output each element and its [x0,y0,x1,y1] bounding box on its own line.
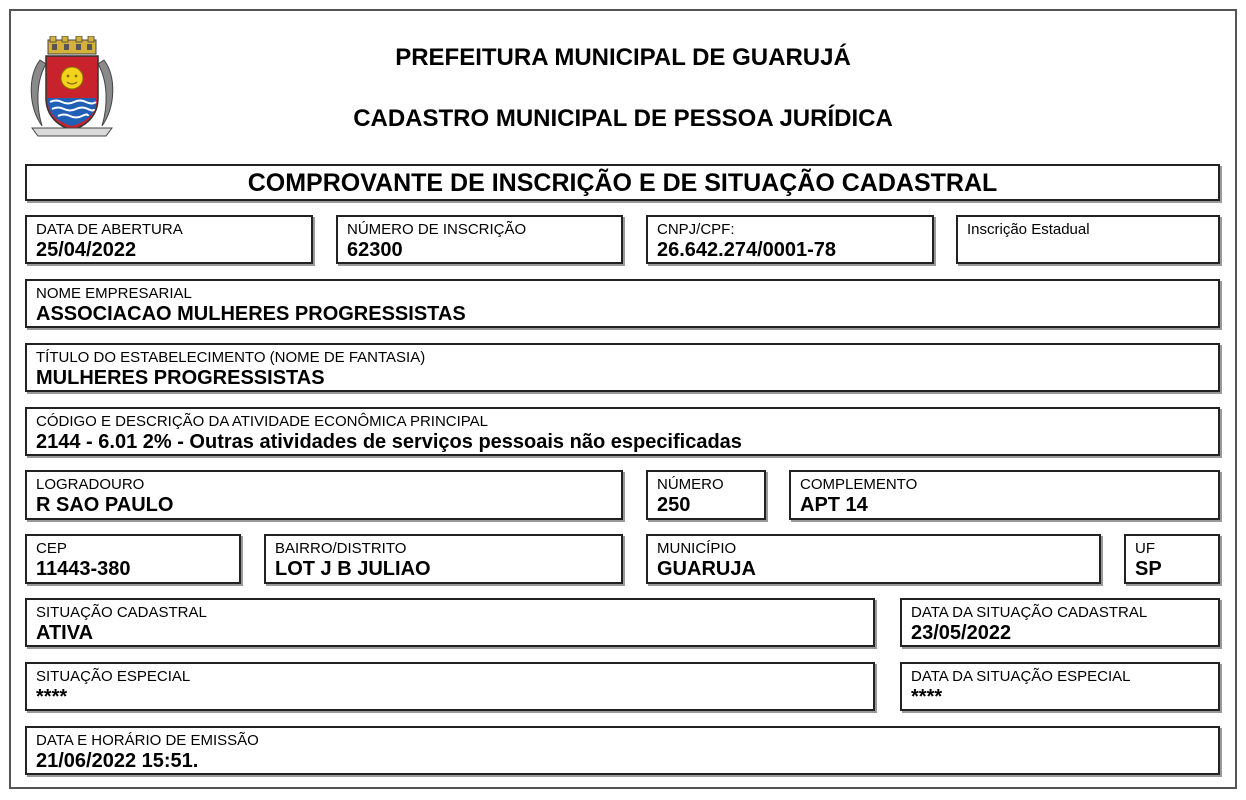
field-value: LOT J B JULIAO [275,558,431,580]
field-label: CEP [36,540,67,557]
field-situacao-cadastral [25,598,875,647]
page-subtitle: CADASTRO MUNICIPAL DE PESSOA JURÍDICA [353,105,893,132]
field-label: TÍTULO DO ESTABELECIMENTO (NOME DE FANTASIA) [36,349,426,366]
document-title: COMPROVANTE DE INSCRIÇÃO E DE SITUAÇÃO CADASTRAL [25,164,1220,201]
field-value: 25/04/2022 [36,239,137,261]
field-label: CÓDIGO E DESCRIÇÃO DA ATIVIDADE ECONÔMICA PRINCIPAL [36,413,489,430]
field-value: R SAO PAULO [36,494,174,516]
field-value: 2144 - 6.01 2% - Outras atividades de serviços pessoais não especificadas [36,431,742,453]
field-label: NÚMERO DE INSCRIÇÃO [347,221,527,238]
field-label: Inscrição Estadual [967,221,1090,238]
field-label: COMPLEMENTO [800,476,918,493]
field-value: ASSOCIACAO MULHERES PROGRESSISTAS [36,303,466,325]
field-label: MUNICÍPIO [657,540,737,557]
field-value: **** [911,686,943,708]
field-nome-empresarial [25,279,1220,328]
field-numero-inscricao [336,215,623,264]
field-value: 62300 [347,239,403,261]
field-uf [1124,534,1220,584]
field-value: 26.642.274/0001-78 [657,239,837,261]
field-complemento [789,470,1220,520]
field-label: UF [1135,540,1155,557]
field-bairro [264,534,623,584]
field-value: 23/05/2022 [911,622,1012,644]
field-value: ATIVA [36,622,94,644]
field-label: DATA DA SITUAÇÃO CADASTRAL [911,604,1148,621]
field-logradouro [25,470,623,520]
field-data-abertura [25,215,313,264]
field-label: SITUAÇÃO ESPECIAL [36,668,191,685]
field-value: 250 [657,494,691,516]
field-label: CNPJ/CPF: [657,221,735,238]
field-value: **** [36,686,68,708]
field-data-situacao-especial [900,662,1220,711]
field-numero [646,470,766,520]
field-titulo-estabelecimento [25,343,1220,392]
field-data-emissao [25,726,1220,775]
field-value: MULHERES PROGRESSISTAS [36,367,325,389]
field-label: DATA DE ABERTURA [36,221,183,238]
field-cnpj-cpf [646,215,934,264]
field-value: 11443-380 [36,558,131,580]
field-data-situacao-cadastral [900,598,1220,647]
field-municipio [646,534,1101,584]
field-situacao-especial [25,662,875,711]
field-value: GUARUJA [657,558,756,580]
field-label: NOME EMPRESARIAL [36,285,192,302]
field-label: DATA DA SITUAÇÃO ESPECIAL [911,668,1131,685]
field-value: SP [1135,558,1162,580]
field-value: 21/06/2022 15:51. [36,750,199,772]
field-label: LOGRADOURO [36,476,145,493]
field-label: DATA E HORÁRIO DE EMISSÃO [36,732,259,749]
field-label: BAIRRO/DISTRITO [275,540,407,557]
field-label: SITUAÇÃO CADASTRAL [36,604,207,621]
field-cep [25,534,241,584]
field-label: NÚMERO [657,476,724,493]
field-atividade-principal [25,407,1220,456]
field-value: APT 14 [800,494,868,516]
field-inscricao-estadual [956,215,1220,264]
page-title: PREFEITURA MUNICIPAL DE GUARUJÁ [395,44,851,71]
